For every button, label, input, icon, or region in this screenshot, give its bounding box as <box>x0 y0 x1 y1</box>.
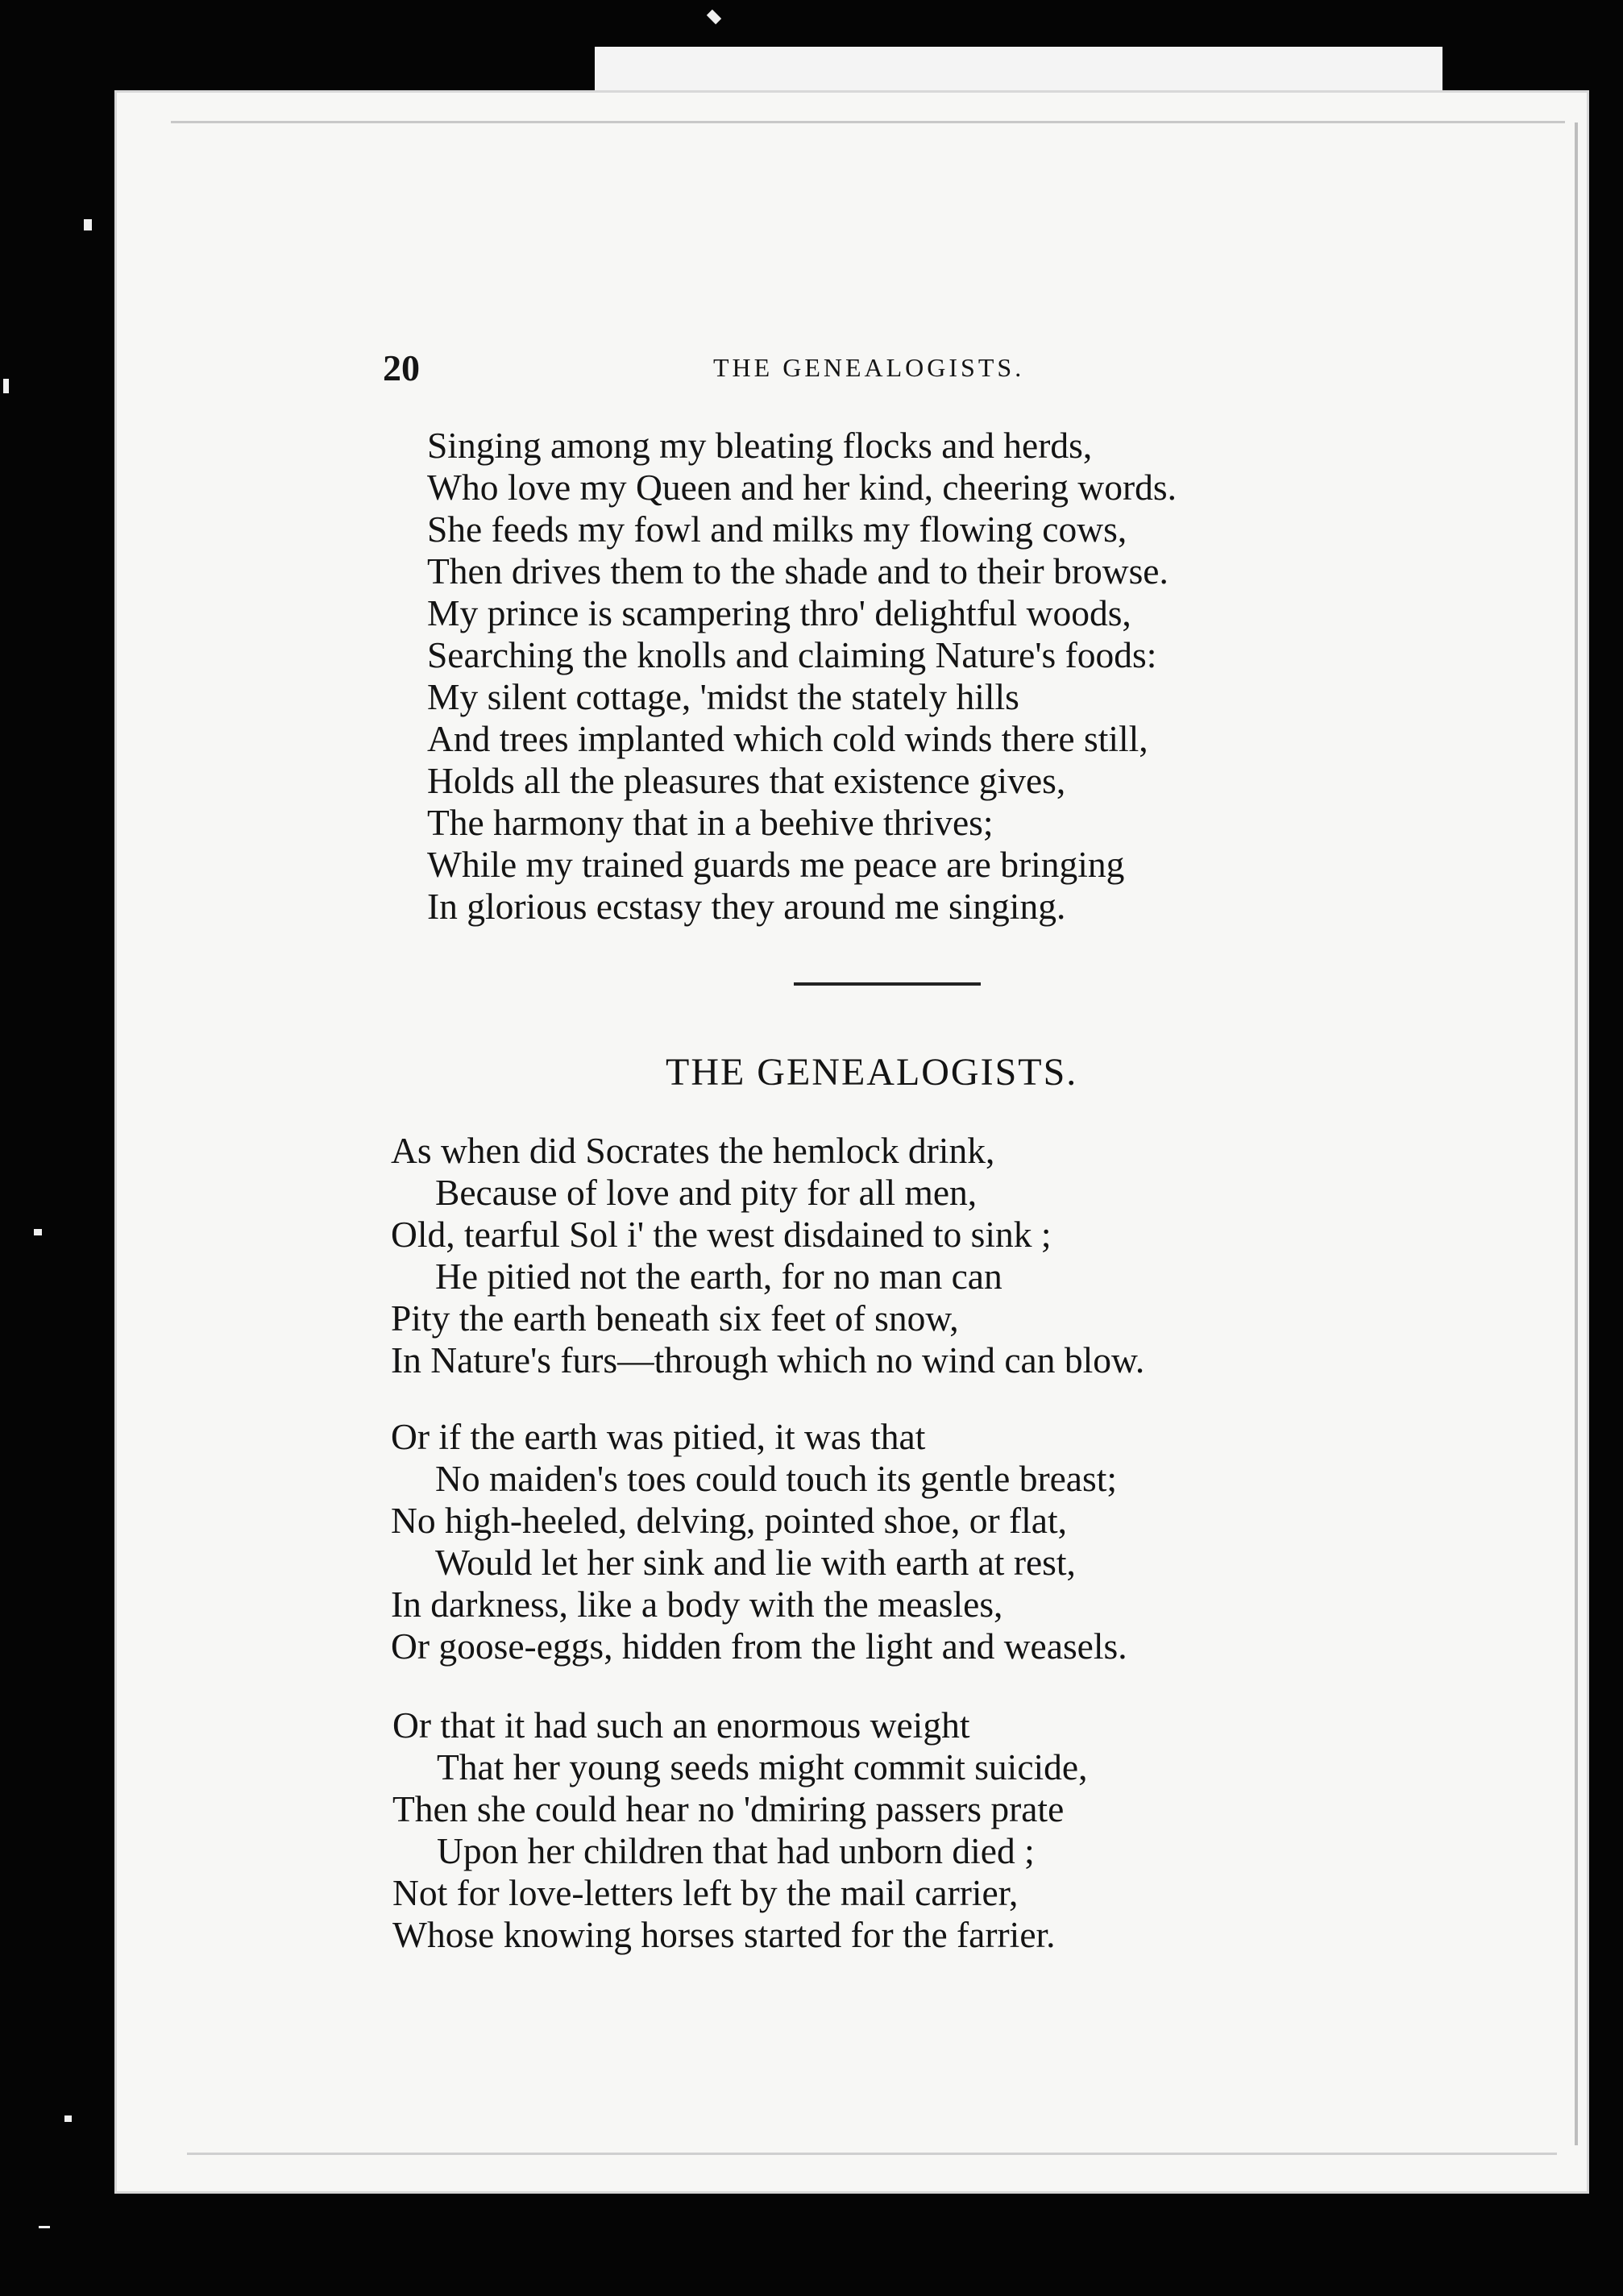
poem-line: Pity the earth beneath six feet of snow, <box>391 1297 959 1339</box>
poem-line: He pitied not the earth, for no man can <box>435 1256 1002 1297</box>
poem-line: Upon her children that had unborn died ; <box>437 1830 1035 1871</box>
scan-artifact <box>84 219 92 230</box>
page-edge-bottom <box>187 2153 1557 2155</box>
scan-artifact <box>39 2226 50 2228</box>
section-divider <box>794 982 981 986</box>
page-number: 20 <box>383 347 420 388</box>
poem-line: Singing among my bleating flocks and herds, <box>427 425 1093 466</box>
poem-line: And trees implanted which cold winds there still, <box>427 718 1148 759</box>
poem-line: The harmony that in a beehive thrives; <box>427 802 994 843</box>
poem-line: In glorious ecstasy they around me singing. <box>427 886 1066 927</box>
poem-title: THE GENEALOGISTS. <box>666 1051 1078 1094</box>
poem-line: In darkness, like a body with the measles, <box>391 1584 1003 1625</box>
poem-line: Not for love-letters left by the mail carrier, <box>392 1872 1019 1913</box>
continuation-stanza <box>427 425 1177 928</box>
poem-line: As when did Socrates the hemlock drink, <box>391 1130 995 1171</box>
poem-line: She feeds my fowl and milks my flowing cows, <box>427 509 1127 550</box>
stanza-1 <box>391 1130 1144 1381</box>
stanza-3 <box>392 1704 1087 1956</box>
poem-line: My prince is scampering thro' delightful woods, <box>427 592 1131 633</box>
poem-line: Or goose-eggs, hidden from the light and weasels. <box>391 1625 1127 1667</box>
poem-line: Old, tearful Sol i' the west disdained to sink ; <box>391 1214 1052 1255</box>
scan-artifact <box>707 10 721 24</box>
scan-artifact <box>34 1229 42 1235</box>
poem-line: Then she could hear no 'dmiring passers prate <box>392 1788 1065 1829</box>
page-edge-right <box>1575 122 1578 2145</box>
running-header-title: THE GENEALOGISTS. <box>713 353 1025 382</box>
poem-line: Because of love and pity for all men, <box>435 1172 978 1213</box>
stanza-2 <box>391 1416 1127 1667</box>
poem-line: Would let her sink and lie with earth at rest, <box>435 1542 1076 1583</box>
poem-line: No high-heeled, delving, pointed shoe, or flat, <box>391 1500 1068 1541</box>
poem-line: My silent cottage, 'midst the stately hills <box>427 676 1019 717</box>
poem-line: That her young seeds might commit suicide, <box>437 1746 1088 1787</box>
poem-line: While my trained guards me peace are bringing <box>427 844 1125 885</box>
poem-line: No maiden's toes could touch its gentle breast; <box>435 1458 1117 1499</box>
poem-line: Then drives them to the shade and to their browse. <box>427 550 1168 592</box>
poem-line: Searching the knolls and claiming Nature's foods: <box>427 634 1157 675</box>
poem-line: In Nature's furs—through which no wind can blow. <box>391 1339 1145 1381</box>
scan-artifact <box>3 379 9 393</box>
poem-line: Whose knowing horses started for the farrier. <box>392 1914 1056 1955</box>
scan-artifact <box>64 2115 72 2122</box>
poem-line: Or that it had such an enormous weight <box>392 1704 970 1746</box>
page-edge-top <box>171 121 1565 123</box>
poem-line: Or if the earth was pitied, it was that <box>391 1416 926 1457</box>
poem-line: Who love my Queen and her kind, cheering words. <box>427 467 1177 508</box>
poem-line: Holds all the pleasures that existence gives, <box>427 760 1066 801</box>
